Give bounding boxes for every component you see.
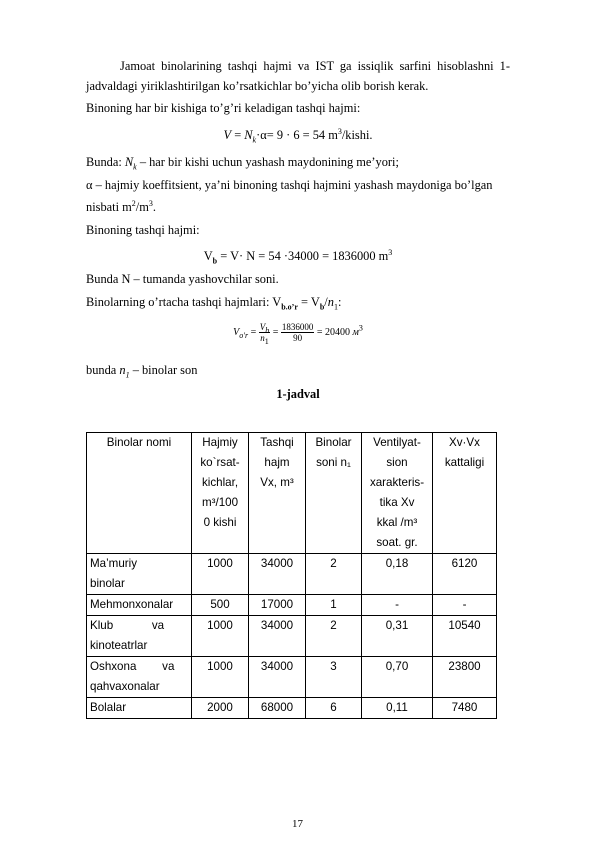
cell-building-count: 2 [306, 616, 362, 657]
intro-paragraph-line1: Jamoat binolarining tashqi hajmi va IST ga issiqlik sarfini hisoblashni 1- [120, 59, 510, 73]
header-ventilation-characteristic: Ventilyat- sion xarakteris- tika Xv kkal /m³ soat. gr. [362, 433, 433, 554]
cell-xv-vx: - [433, 595, 497, 616]
table-header-row [87, 433, 497, 554]
table-title: 1-jadval [276, 387, 320, 401]
formula-average-volume: $V_{o'r}$ = $\frac{V_b}{n_1}$ = $\frac{1836000}{90}$ = 20400 $м^3$ [233, 322, 363, 346]
definition-nk: Bunda: $N_k$ – har bir kishi uchun yashash maydonining me’yori; [86, 155, 399, 172]
cell-volume-indicator: 1000 [192, 554, 249, 595]
definition-n1: bunda $n_1$ – binolar son [86, 363, 198, 380]
formula-per-person-volume: $V = N_k\cdot\alpha= 9 \cdot 6 = 54$ $m^3$/kishi. [223, 126, 373, 145]
header-building-name: Binolar nomi [87, 433, 192, 554]
cell-volume-indicator: 2000 [192, 698, 249, 719]
per-person-volume-label: Binoning har bir kishiga to’g’ri keladigan tashqi hajmi: [86, 101, 361, 115]
cell-ventilation: 0,18 [362, 554, 433, 595]
cell-ventilation: 0,11 [362, 698, 433, 719]
table-row [87, 595, 497, 616]
cell-external-volume: 34000 [249, 554, 306, 595]
row-name: Ma’muriy binolar [87, 554, 192, 595]
formula-building-volume: $V_b = V\cdot N = 54 \cdot 34000 = 1836000$ $m^3$ [203, 247, 393, 266]
cell-building-count: 3 [306, 657, 362, 698]
building-volume-label: Binoning tashqi hajmi: [86, 223, 200, 237]
cell-xv-vx: 23800 [433, 657, 497, 698]
table-row [87, 657, 497, 698]
header-external-volume: Tashqi hajm Vx, m³ [249, 433, 306, 554]
cell-volume-indicator: 1000 [192, 616, 249, 657]
page-number: 17 [292, 818, 303, 830]
cell-volume-indicator: 1000 [192, 657, 249, 698]
cell-volume-indicator: 500 [192, 595, 249, 616]
cell-ventilation: 0,31 [362, 616, 433, 657]
row-name: Mehmonxonalar [87, 595, 192, 616]
definition-n: Bunda N – tumanda yashovchilar soni. [86, 272, 279, 286]
cell-building-count: 1 [306, 595, 362, 616]
definition-alpha: α – hajmiy koeffitsient, ya’ni binoning tashqi hajmini yashash maydoniga bo’lgan [86, 178, 493, 192]
cell-external-volume: 17000 [249, 595, 306, 616]
cell-xv-vx: 10540 [433, 616, 497, 657]
cell-external-volume: 68000 [249, 698, 306, 719]
cell-external-volume: 34000 [249, 657, 306, 698]
cell-xv-vx: 7480 [433, 698, 497, 719]
average-volume-label: Binolarning o’rtacha tashqi hajmlari: $V_{b.o’r} = V_b/n_1$: [86, 295, 342, 312]
intro-paragraph-line2: jadvaldagi yiriklashtirilgan ko’rsatkichlar bo’yicha olib borish kerak. [86, 79, 429, 93]
row-name: Klub va kinoteatrlar [87, 616, 192, 657]
cell-xv-vx: 6120 [433, 554, 497, 595]
row-name: Oshxona va qahvaxonalar [87, 657, 192, 698]
row-name: Bolalar [87, 698, 192, 719]
cell-external-volume: 34000 [249, 616, 306, 657]
header-volume-indicator: Hajmiy ko`rsat- kichlar, m³/100 0 kishi [192, 433, 249, 554]
table-row [87, 554, 497, 595]
cell-ventilation: 0,70 [362, 657, 433, 698]
buildings-table [86, 432, 497, 719]
cell-building-count: 6 [306, 698, 362, 719]
cell-building-count: 2 [306, 554, 362, 595]
header-xv-vx: Xv·Vx kattaligi [433, 433, 497, 554]
table-row [87, 698, 497, 719]
table-row [87, 616, 497, 657]
header-building-count: Binolar soni n₁ [306, 433, 362, 554]
definition-alpha-unit: nisbati $m^2/m^3$. [86, 198, 156, 214]
cell-ventilation: - [362, 595, 433, 616]
